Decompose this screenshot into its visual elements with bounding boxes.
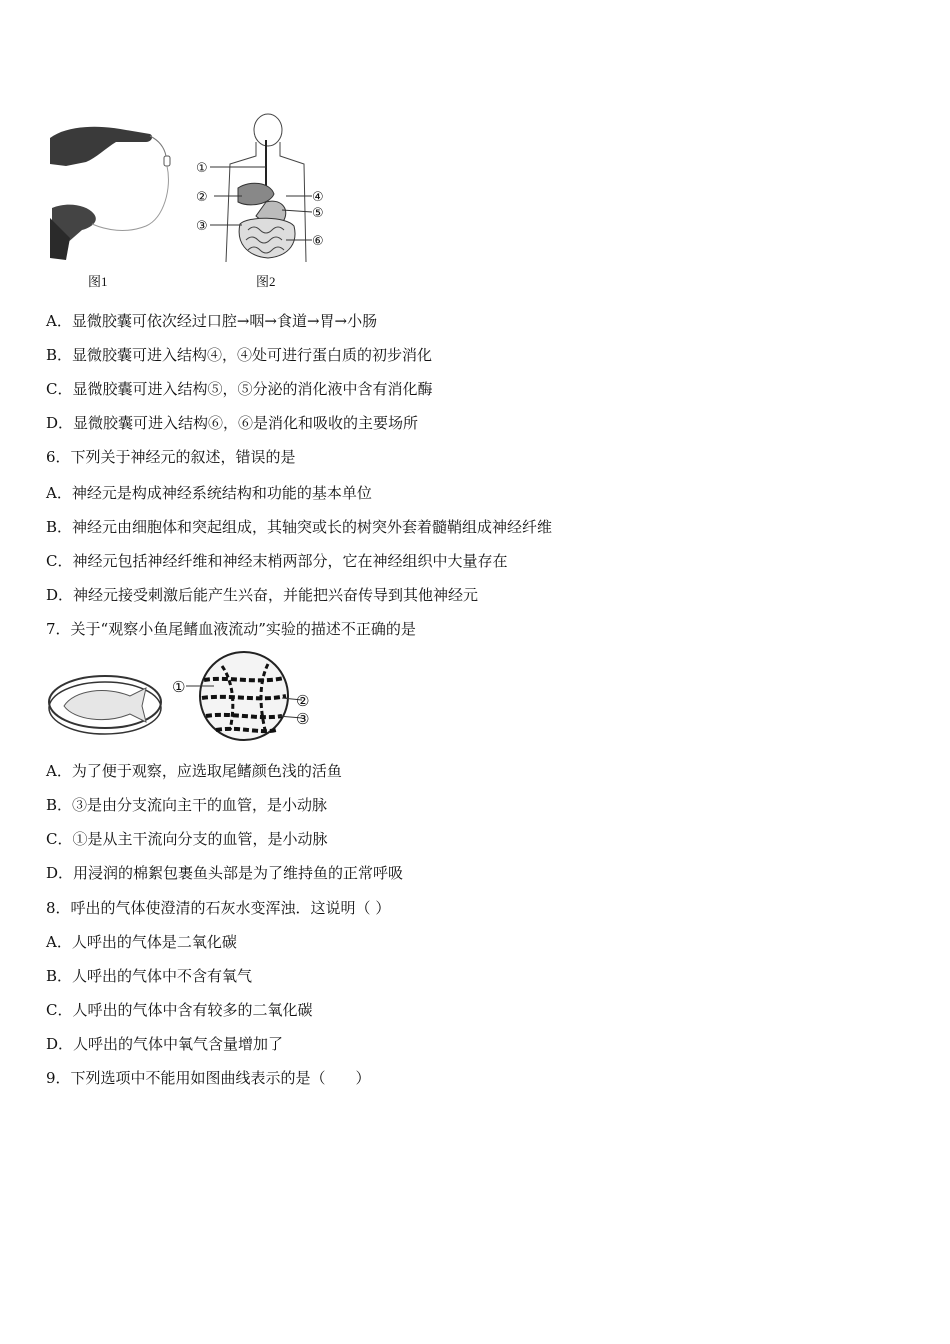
- figure2-caption: 图2: [256, 274, 276, 289]
- q6-option-b: B．神经元由细胞体和突起组成，其轴突或长的树突外套着髓鞘组成神经纤维: [46, 518, 553, 536]
- q7-option-b: B．③是由分支流向主干的血管，是小动脉: [46, 796, 328, 814]
- q7-option-a: A．为了便于观察，应选取尾鳍颜色浅的活鱼: [46, 762, 342, 780]
- fish-tail-figure: [46, 650, 318, 750]
- fish-label-3: ③: [296, 710, 310, 728]
- q8-stem: 8．呼出的气体使澄清的石灰水变浑浊．这说明（ ）: [46, 899, 391, 917]
- q5-option-d: D．显微胶囊可进入结构⑥，⑥是消化和吸收的主要场所: [46, 414, 419, 432]
- q7-option-c: C．①是从主干流向分支的血管，是小动脉: [46, 830, 328, 848]
- digestive-label-5: ⑤: [312, 206, 324, 221]
- q8-option-c: C．人呼出的气体中含有较多的二氧化碳: [46, 1001, 313, 1019]
- q6-option-a: A．神经元是构成神经系统结构和功能的基本单位: [46, 484, 372, 502]
- digestive-label-3: ③: [196, 219, 208, 234]
- fish-label-2: ②: [296, 692, 310, 710]
- q6-option-c: C．神经元包括神经纤维和神经末梢两部分，它在神经组织中大量存在: [46, 552, 508, 570]
- q5-option-b: B．显微胶囊可进入结构④，④处可进行蛋白质的初步消化: [46, 346, 433, 364]
- q6-stem: 6．下列关于神经元的叙述，错误的是: [46, 448, 296, 466]
- q5-option-c: C．显微胶囊可进入结构⑤，⑤分泌的消化液中含有消化酶: [46, 380, 433, 398]
- digestive-label-2: ②: [196, 190, 208, 205]
- q9-stem: 9．下列选项中不能用如图曲线表示的是（ ）: [46, 1069, 371, 1087]
- q8-option-a: A．人呼出的气体是二氧化碳: [46, 933, 237, 951]
- capsule-figure: [46, 118, 186, 266]
- q7-stem: 7．关于“观察小鱼尾鳍血液流动”实验的描述不正确的是: [46, 620, 416, 638]
- q8-option-d: D．人呼出的气体中氧气含量增加了: [46, 1035, 284, 1053]
- q7-option-d: D．用浸润的棉絮包裹鱼头部是为了维持鱼的正常呼吸: [46, 864, 404, 882]
- fish-label-1: ①: [172, 678, 186, 696]
- q5-option-a: A．显微胶囊可依次经过口腔→咽→食道→胃→小肠: [46, 312, 378, 330]
- figure1-caption: 图1: [88, 274, 108, 289]
- digestive-label-1: ①: [196, 161, 208, 176]
- digestive-label-6: ⑥: [312, 234, 324, 249]
- q8-option-b: B．人呼出的气体中不含有氧气: [46, 967, 253, 985]
- q6-option-d: D．神经元接受刺激后能产生兴奋，并能把兴奋传导到其他神经元: [46, 586, 479, 604]
- digestive-label-4: ④: [312, 190, 324, 205]
- digestive-system-figure: [190, 112, 335, 267]
